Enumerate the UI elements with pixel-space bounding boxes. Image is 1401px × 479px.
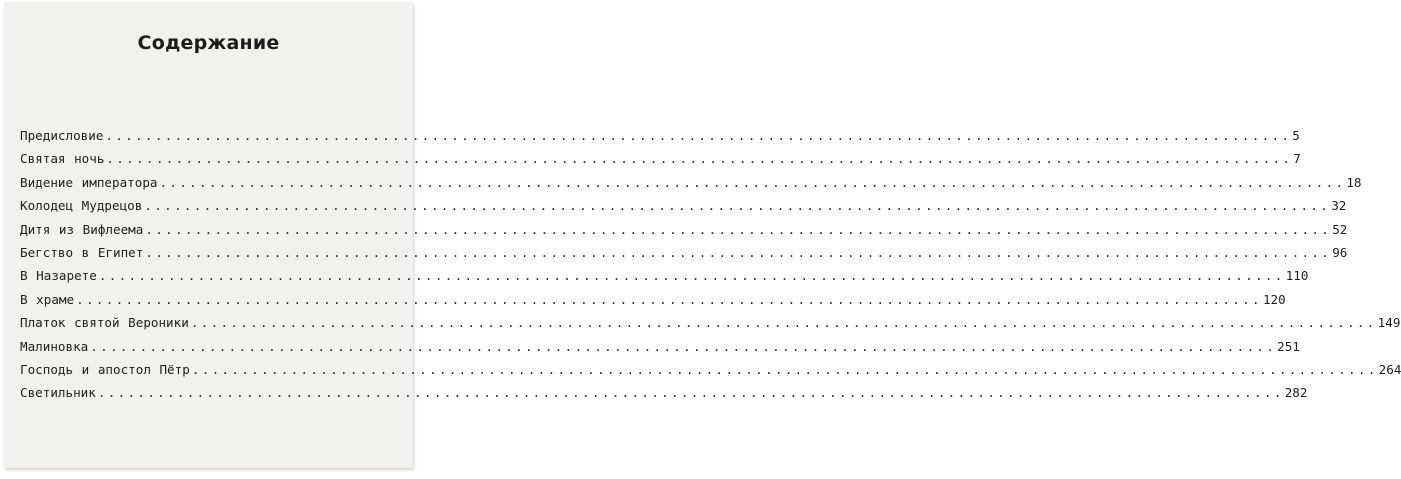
- toc-item-page: 52: [1332, 221, 1348, 237]
- toc-item: [20, 221, 1348, 245]
- toc-item: [20, 128, 1300, 151]
- toc-leader-dots: ........................................................................................................................: [145, 244, 1332, 260]
- toc-item: [20, 174, 1362, 198]
- toc-leader-dots: ........................................................................................................................: [98, 268, 1285, 284]
- toc-item-page: 264: [1378, 361, 1401, 377]
- toc-leader-dots: ........................................................................................................................: [144, 198, 1331, 214]
- toc-leader-dots: ........................................................................................................................: [97, 385, 1284, 401]
- toc-item-title: Платок святой Вероники: [20, 315, 189, 331]
- toc-leader-dots: ........................................................................................................................: [76, 291, 1262, 307]
- toc-item-page: 110: [1285, 268, 1309, 284]
- toc-item: [20, 361, 1401, 385]
- toc-item-title: Светильник: [20, 385, 96, 401]
- toc-leader-dots: ........................................................................................................................: [191, 361, 1378, 377]
- toc-item-page: 251: [1277, 338, 1300, 354]
- toc-item-title: Дитя из Вифлеема: [20, 221, 144, 237]
- toc-item-page: 7: [1293, 151, 1301, 167]
- toc-item-page: 282: [1284, 385, 1308, 401]
- toc-item: [20, 268, 1309, 291]
- toc-item: [20, 151, 1301, 174]
- toc-item-title: Господь и апостол Пётр: [20, 361, 190, 377]
- toc-leader-dots: ........................................................................................................................: [159, 174, 1346, 190]
- toc-item-page: 18: [1346, 174, 1362, 190]
- toc-item: [20, 198, 1347, 221]
- toc-item-page: 5: [1292, 128, 1300, 143]
- toc-item-page: 120: [1262, 291, 1286, 307]
- toc-item-title: Предисловие: [20, 128, 104, 143]
- toc-item-title: В Назарете: [20, 268, 97, 284]
- toc-item-title: Святая ночь: [20, 151, 105, 167]
- toc-item: [20, 244, 1348, 268]
- toc-item-title: Малиновка: [20, 338, 89, 354]
- toc-item-page: 96: [1332, 244, 1348, 260]
- toc-item-title: Бегство в Египет: [20, 244, 144, 260]
- page-title: Содержание: [137, 32, 280, 54]
- toc-item: [20, 315, 1401, 338]
- toc-leader-dots: ........................................................................................................................: [190, 315, 1377, 331]
- toc-item: [20, 291, 1286, 315]
- toc-leader-dots: ........................................................................................................................: [145, 221, 1332, 237]
- toc-item-title: Колодец Мудрецов: [20, 198, 143, 214]
- book-page: [4, 2, 1401, 468]
- toc-item-page: 149: [1377, 315, 1401, 331]
- table-of-contents: [20, 128, 1401, 409]
- toc-item: [20, 385, 1308, 408]
- toc-leader-dots: ........................................................................................................................: [90, 338, 1277, 354]
- toc-leader-dots: ........................................................................................................................: [106, 151, 1293, 167]
- toc-leader-dots: ........................................................................................................................: [105, 128, 1292, 143]
- toc-item: [20, 338, 1300, 362]
- toc-item-page: 32: [1331, 198, 1347, 214]
- toc-item-title: Видение императора: [20, 174, 158, 190]
- toc-item-title: В храме: [20, 291, 75, 307]
